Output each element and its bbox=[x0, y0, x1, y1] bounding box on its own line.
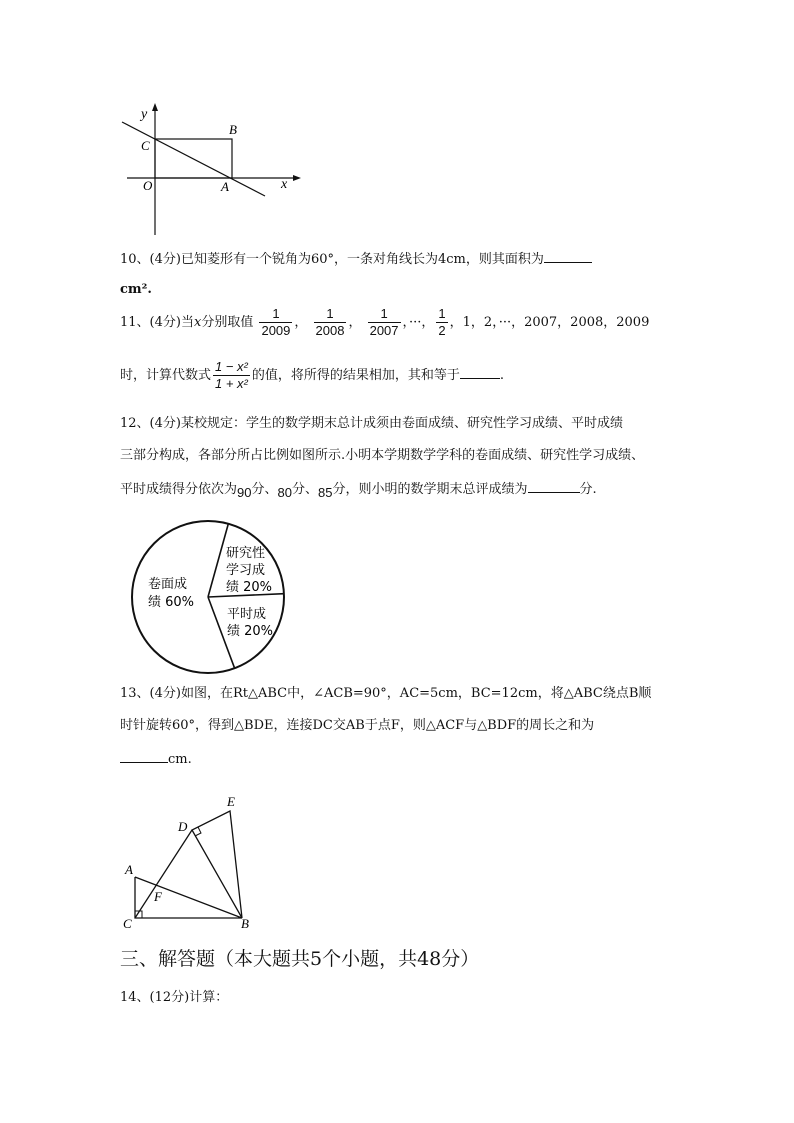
section-heading: 三、解答题（本大题共5个小题，共48分） bbox=[120, 948, 480, 970]
fraction-1-2009: $\frac{1}{2009}$ bbox=[261, 306, 291, 338]
pie-label-daily-1: 平时成 bbox=[227, 607, 267, 622]
q11-line2-a: 时，计算代数式 bbox=[120, 368, 212, 383]
score-exam: 90 bbox=[237, 485, 252, 500]
triangle-rotation-figure bbox=[118, 790, 268, 935]
label-E: E bbox=[227, 794, 235, 809]
pie-label-exam-1: 卷面成 bbox=[148, 577, 188, 592]
score-research: 80 bbox=[277, 485, 292, 500]
q11-tail: ，1，2，···，2007，2008，2009 bbox=[449, 315, 650, 330]
label-F: F bbox=[154, 889, 162, 904]
label-B: B bbox=[241, 916, 249, 931]
triangle-ABC bbox=[135, 877, 242, 918]
coordinate-figure bbox=[115, 100, 305, 240]
q12-line3-b: 分，则小明的数学期末总评成绩为 bbox=[332, 482, 528, 497]
question-13-line2: 时针旋转60°，得到△BDE，连接DC交AB于点F，则△ACF与△BDF的周长之和为 bbox=[120, 718, 595, 733]
fraction-1-2: $\frac{1}{2}$ bbox=[438, 306, 446, 338]
question-10 bbox=[120, 250, 592, 268]
question-14: 14、(12分)计算： bbox=[120, 990, 229, 1005]
pie-label-research-1: 研究性 bbox=[226, 546, 266, 561]
q12-line3-a: 平时成绩得分依次为 bbox=[120, 482, 238, 497]
label-x: x bbox=[281, 177, 288, 192]
question-12-line2: 三部分构成，各部分所占比例如图所示.小明本学期数学学科的卷面成绩、研究性学习成绩、 bbox=[120, 448, 645, 463]
label-C: C bbox=[123, 916, 132, 931]
label-C: C bbox=[141, 138, 150, 153]
segment-DC bbox=[135, 830, 192, 918]
q11-mid: 分别取值 bbox=[201, 315, 254, 330]
answer-blank-q13[interactable] bbox=[120, 750, 168, 763]
pie-label-daily-2: 绩 20% bbox=[227, 624, 274, 639]
q10-text: 10、(4分)已知菱形有一个锐角为60°，一条对角线长为4cm，则其面积为 bbox=[120, 252, 544, 267]
label-D: D bbox=[178, 819, 188, 834]
q12-fen-2: 分 bbox=[291, 482, 305, 497]
label-y: y bbox=[141, 107, 148, 122]
answer-blank-q12[interactable] bbox=[528, 480, 580, 493]
q12-sep-2: 、 bbox=[305, 482, 319, 497]
q10-unit: cm². bbox=[120, 282, 152, 297]
question-13-line1: 13、(4分)如图，在Rt△ABC中，∠ACB=90°，AC=5cm，BC=12cm，将△ABC绕点B顺 bbox=[120, 686, 652, 701]
expression-fraction: $\frac{\text{1 − x²}}{\text{1 + x²}}$ bbox=[215, 359, 248, 391]
pie-label-research-2: 学习成 bbox=[226, 563, 266, 578]
q11-variable: x bbox=[193, 315, 202, 330]
question-12-line1: 12、(4分)某校规定：学生的数学期末总计成须由卷面成绩、研究性学习成绩、平时成绩 bbox=[120, 416, 623, 431]
label-A: A bbox=[221, 179, 229, 194]
q12-end: 分. bbox=[579, 482, 597, 497]
fraction-1-2007: $\frac{1}{2007}$ bbox=[369, 306, 399, 338]
q11-prefix: 11、(4分)当 bbox=[120, 315, 194, 330]
pie-label-exam-2: 绩 60% bbox=[148, 595, 195, 610]
pie-label-research-3: 绩 20% bbox=[226, 580, 273, 595]
label-O: O bbox=[143, 178, 153, 193]
score-daily: 85 bbox=[318, 485, 333, 500]
q12-fen-1: 分 bbox=[251, 482, 265, 497]
fraction-1-2008: $\frac{1}{2008}$ bbox=[315, 306, 345, 338]
q11-line2-b: 的值，将所得的结果相加，其和等于 bbox=[251, 368, 460, 383]
label-B: B bbox=[229, 122, 237, 137]
score-pie-chart bbox=[130, 520, 300, 675]
question-12-line3 bbox=[120, 480, 597, 498]
q11-dots: ，···， bbox=[402, 315, 435, 330]
q12-sep-1: 、 bbox=[264, 482, 278, 497]
answer-blank-q11[interactable] bbox=[460, 366, 500, 379]
q11-end: . bbox=[499, 368, 505, 383]
answer-blank-q10[interactable] bbox=[544, 250, 592, 263]
q13-unit: cm. bbox=[168, 752, 192, 767]
question-11: 11、(4分)当x分别取值 $\frac{1}{2009}$ ， $\frac{1}{2008}$ ， $\frac{1}{2007}$ ，···， $\frac{1}{2}$ ，1，2，···，2007，2008，2009 bbox=[120, 306, 650, 338]
question-13-line3 bbox=[120, 750, 192, 768]
label-A: A bbox=[125, 862, 133, 877]
question-11-line2 bbox=[120, 358, 504, 394]
